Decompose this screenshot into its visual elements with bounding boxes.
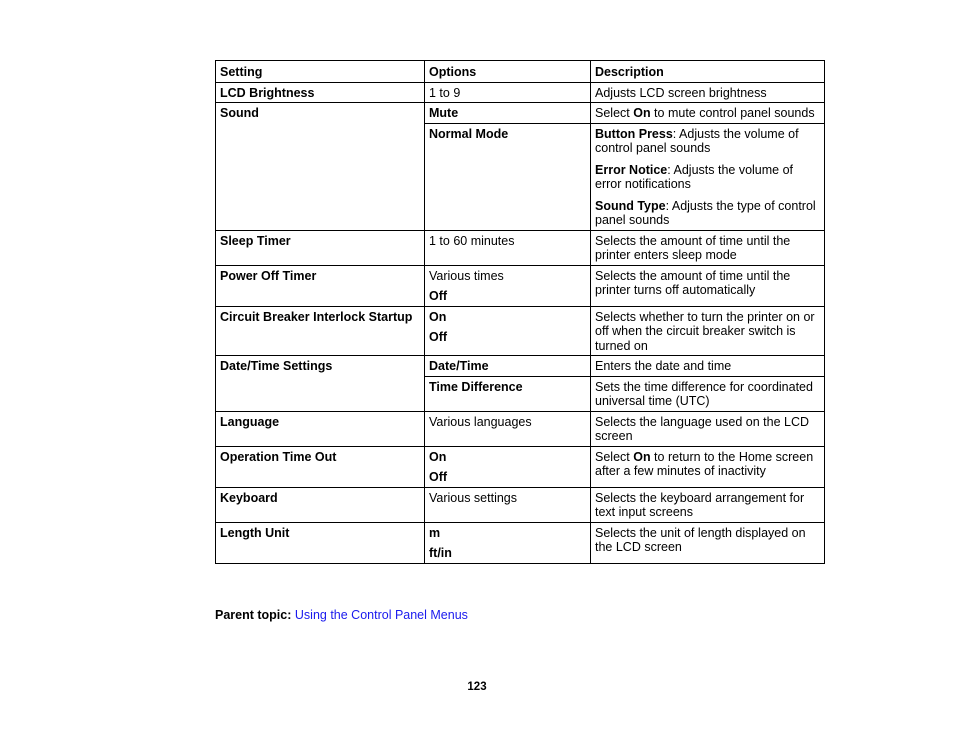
option-cell — [425, 265, 591, 306]
setting-cell: Circuit Breaker Interlock Startup — [216, 306, 425, 356]
table-row — [216, 82, 825, 103]
setting-cell: Language — [216, 411, 425, 446]
column-header-description: Description — [591, 61, 825, 83]
description-paragraph — [595, 199, 820, 228]
description-cell: Selects the keyboard arrangement for text input screens — [591, 487, 825, 522]
parent-topic — [215, 608, 468, 623]
option-cell: Date/Time — [425, 356, 591, 377]
table-row — [216, 411, 825, 446]
table-row — [216, 103, 825, 124]
description-cell: Selects the amount of time until the printer turns off automatically — [591, 265, 825, 306]
option-cell: 1 to 9 — [425, 82, 591, 103]
description-text: : Adjusts the type of control panel sounds — [595, 198, 816, 227]
option-cell — [425, 522, 591, 563]
option-cell: Mute — [425, 103, 591, 124]
table-row — [216, 265, 825, 306]
option-value: On — [429, 449, 447, 464]
parent-topic-label: Parent topic: — [215, 608, 292, 622]
table-row — [216, 522, 825, 563]
option-value: m — [429, 525, 441, 540]
setting-cell: Operation Time Out — [216, 446, 425, 487]
table-row — [216, 230, 825, 265]
description-cell: Selects the unit of length displayed on the LCD screen — [591, 522, 825, 563]
option-value: ft/in — [429, 546, 452, 560]
table-row — [216, 356, 825, 377]
parent-topic-link[interactable]: Using the Control Panel Menus — [294, 608, 468, 622]
description-cell: Selects whether to turn the printer on or off when the circuit breaker switch is turned on — [591, 306, 825, 356]
option-value: Off — [429, 470, 448, 484]
description-text: : Adjusts the volume of control panel sounds — [595, 126, 799, 155]
column-header-setting: Setting — [216, 61, 425, 83]
option-value: Off — [429, 330, 448, 344]
option-cell: Time Difference — [425, 376, 591, 411]
table-row — [216, 306, 825, 356]
description-text: Select — [595, 449, 634, 464]
description-cell: Adjusts LCD screen brightness — [591, 82, 825, 103]
description-cell: Sets the time difference for coordinated universal time (UTC) — [591, 376, 825, 411]
description-cell: Enters the date and time — [591, 356, 825, 377]
description-text: : Adjusts the volume of error notifications — [595, 162, 794, 191]
description-cell — [591, 103, 825, 124]
description-cell: Selects the amount of time until the printer enters sleep mode — [591, 230, 825, 265]
option-value: Various times — [429, 268, 504, 283]
description-paragraph — [595, 163, 820, 192]
option-value: Off — [429, 289, 448, 303]
option-value: On — [429, 309, 447, 324]
table-header-row — [216, 61, 825, 83]
description-bold-term: Error Notice — [595, 162, 668, 177]
description-cell — [591, 123, 825, 230]
setting-cell: Sound — [216, 103, 425, 231]
option-cell: Normal Mode — [425, 123, 591, 230]
page-number: 123 — [467, 681, 487, 693]
column-header-options: Options — [425, 61, 591, 83]
description-paragraph — [595, 127, 820, 156]
option-cell — [425, 446, 591, 487]
description-text: to return to the Home screen after a few minutes of inactivity — [595, 449, 814, 478]
description-bold-term: Sound Type — [595, 198, 666, 213]
description-cell — [591, 446, 825, 487]
setting-cell: LCD Brightness — [216, 82, 425, 103]
option-cell: 1 to 60 minutes — [425, 230, 591, 265]
setting-cell: Keyboard — [216, 487, 425, 522]
option-cell — [425, 306, 591, 356]
description-bold-term: On — [633, 106, 651, 120]
setting-cell: Sleep Timer — [216, 230, 425, 265]
description-bold-term: Button Press — [595, 126, 673, 141]
description-text: Select — [595, 106, 634, 120]
setting-cell: Power Off Timer — [216, 265, 425, 306]
option-cell: Various languages — [425, 411, 591, 446]
description-text: to mute control panel sounds — [650, 106, 815, 120]
table-row — [216, 446, 825, 487]
setting-cell: Length Unit — [216, 522, 425, 563]
table-row — [216, 487, 825, 522]
description-bold-term: On — [633, 449, 651, 464]
description-cell: Selects the language used on the LCD screen — [591, 411, 825, 446]
option-cell: Various settings — [425, 487, 591, 522]
setting-cell: Date/Time Settings — [216, 356, 425, 412]
settings-table — [215, 60, 825, 564]
